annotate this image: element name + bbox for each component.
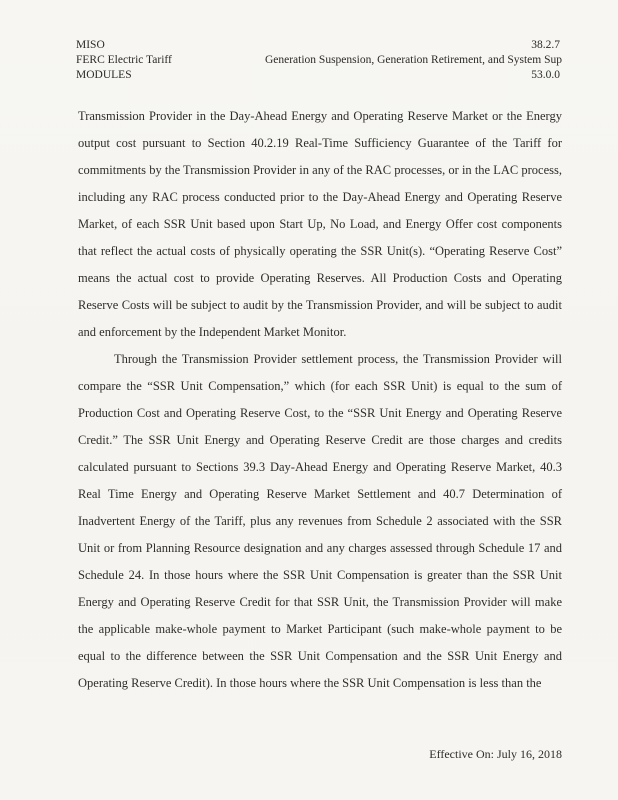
- header-modules-label: MODULES: [76, 69, 132, 81]
- body-paragraph-2: Through the Transmission Provider settlement process, the Transmission Provider will compare the “SSR Unit Compensation,” which (for each SSR Unit) is equal to the sum of Production Cost and Operating Reserve Cost, to the “SSR Unit Energy and Operating Reserve Credit.” The SSR Unit Energy and Operating Reserve Credit are those charges and credits calculated pursuant to Sections 39.3 Day-Ahead Energy and Operating Reserve Market, 40.3 Real Time Energy and Operating Reserve Market Settlement and 40.7 Determination of Inadvertent Energy of the Tariff, plus any revenues from Schedule 2 associated with the SSR Unit or from Planning Resource designation and any charges assessed through Schedule 17 and Schedule 24. In those hours where the SSR Unit Compensation is greater than the SSR Unit Energy and Operating Reserve Credit for that SSR Unit, the Transmission Provider will make the applicable make-whole payment to Market Participant (such make-whole payment to be equal to the difference between the SSR Unit Compensation and the SSR Unit Energy and Operating Reserve Credit). In those hours where the SSR Unit Compensation is less than the: [78, 352, 562, 690]
- header-section-number: 38.2.7: [531, 39, 560, 51]
- header-tariff-name: FERC Electric Tariff: [76, 54, 172, 66]
- header-right-block: [531, 38, 560, 83]
- page-footer: [429, 747, 562, 762]
- document-body: [78, 103, 562, 697]
- header-company-name: MISO: [76, 39, 105, 51]
- body-paragraph-1: Transmission Provider in the Day-Ahead Energy and Operating Reserve Market or the Energy output cost pursuant to Section 40.2.19 Real-Time Sufficiency Guarantee of the Tariff for commitments by the Transmission Provider in any of the RAC processes, or in the LAC process, including any RAC process conducted prior to the Day-Ahead Energy and Operating Reserve Market, of each SSR Unit based upon Start Up, No Load, and Energy Offer cost components that reflect the actual costs of physically operating the SSR Unit(s). “Operating Reserve Cost” means the actual cost to provide Operating Reserves. All Production Costs and Operating Reserve Costs will be subject to audit by the Transmission Provider, and will be subject to audit and enforcement by the Independent Market Monitor.: [78, 109, 562, 339]
- header-section-title: Generation Suspension, Generation Retirement, and System Sup: [264, 54, 562, 66]
- header-version-number: 53.0.0: [531, 69, 560, 81]
- header-left-block: [76, 38, 172, 83]
- page-header: [76, 38, 562, 88]
- effective-date-text: Effective On: July 16, 2018: [429, 747, 562, 761]
